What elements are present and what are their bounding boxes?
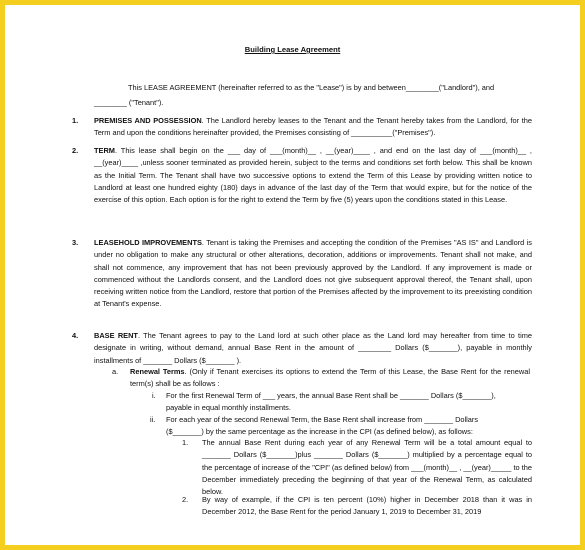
subsection-a-label: a. <box>112 367 119 376</box>
document-page <box>10 10 575 540</box>
section-4 <box>72 330 532 367</box>
section-heading: TERM <box>94 146 115 155</box>
item-i-text: For the first Renewal Term of ___ years, the annual Base Rent shall be _______ Dollars ($_______), payable in equal monthly installments. <box>166 391 496 413</box>
numbered-2-label: 2. <box>182 495 189 504</box>
subsection-a-text: . (Only if Tenant exercises its options to extend the Term of this Lease, the Base Rent for the renewal term(s) shall be as follows : <box>130 367 530 389</box>
document-title: Building Lease Agreement <box>244 45 341 54</box>
section-number: 3. <box>72 238 79 247</box>
section-body <box>94 145 532 206</box>
item-ii-text: For each year of the second Renewal Term, the Base Rent shall increase from _______ Dollars ($_______) by the same percentage as the increase in the CPI (as defined below), as follows: <box>166 415 479 437</box>
section-text: . The Landlord hereby leases to the Tenant and the Tenant hereby takes from the Landlord, for the Term and upon the conditions hereinafter provided, the Premises consisting of __________("Premises"). <box>94 116 532 138</box>
section-text: . This lease shall begin on the ___ day of ___(month)__ , __(year)____ , and end on the last day of ___(month)__ , __(year)____ ,unless sooner terminated as provided herein, subject to the terms and conditions set forth below. This shall be known as the Initial Term. The Tenant shall have two successive options to extend the Term of this Lease by providing written notice to Landlord at least one hundred eighty (180) days in advance of the last day of the Term that would expire, but for the notice of the exercise of this option. Each option is for the right to extend the Term by five (5) years upon the conditions stated in this Lease. <box>94 146 532 205</box>
numbered-1-text: The annual Base Rent during each year of any Renewal Term will be a total amount equal to _______ Dollars ($_______)plus _______ Dollars ($_______) multiplied by a percentage equal to the percentage of increase of the "CPI" (as defined below) from ___(month)__ , __(year)_____ to the December immediately preceding the beginning of that year of the Renewal Term, as calculated below. <box>202 438 532 497</box>
section-1 <box>72 115 532 140</box>
intro-line-2: ________ ("Tenant"). <box>94 98 164 107</box>
section-text: . The Tenant agrees to pay to the Land lord at such other place as the Land lord may hereafter from time to time designate in writing, without demand, annual Base Rent in the amount of ________ Dollars ($_______), payable in monthly installments of _______ Dollars ($_______ ). <box>94 331 532 365</box>
section-body <box>94 237 532 311</box>
numbered-2-text: By way of example, if the CPI is ten percent (10%) higher in December 2018 than it was in December 2012, the Base Rent for the period January 1, 2019 to December 31, 2019 <box>202 495 532 517</box>
section-number: 2. <box>72 146 79 155</box>
section-heading: PREMISES AND POSSESSION <box>94 116 202 125</box>
subsection-a-heading: Renewal Terms <box>130 367 185 376</box>
section-heading: BASE RENT <box>94 331 138 340</box>
section-number: 1. <box>72 116 79 125</box>
intro-line-1: This LEASE AGREEMENT (hereinafter referred to as the "Lease") is by and between________("Landlord"), and <box>128 83 495 92</box>
section-text: . Tenant is taking the Premises and accepting the condition of the Premises "AS IS" and Landlord is under no obligation to make any structural or other alterations, decoration, additions or improvements. Tenant shall not make, and shall not commence, any improvement that has not been previously approved by the Landlord. If any improvement is made or commenced without the Landlords consent, and the Landlord does not give subsequent approval thereof, the Tenant shall, upon receiving written notice from the Landlord, restore that portion of the Premises affected by the improvement to its preexisting condition at Tenant's expense. <box>94 238 532 309</box>
item-i-label: i. <box>152 391 156 400</box>
numbered-1-label: 1. <box>182 438 189 447</box>
section-body <box>94 115 532 140</box>
section-number: 4. <box>72 331 79 340</box>
item-ii-label: ii. <box>150 415 156 424</box>
section-3 <box>72 237 532 311</box>
section-2 <box>72 145 532 206</box>
section-heading: LEASEHOLD IMPROVEMENTS <box>94 238 202 247</box>
section-body <box>94 330 532 367</box>
subsection-a-body <box>130 366 530 391</box>
